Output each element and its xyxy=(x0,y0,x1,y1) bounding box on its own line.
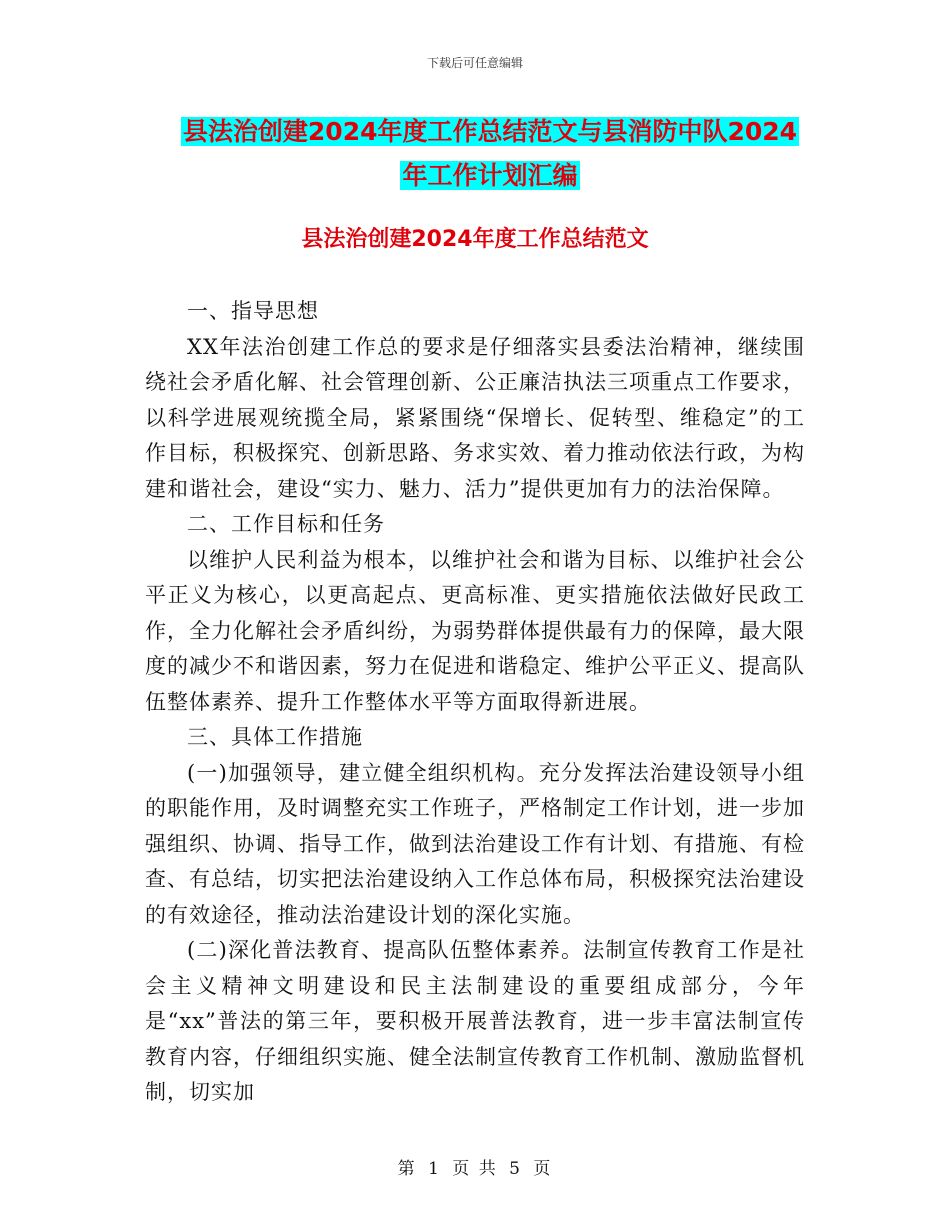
footer-middle: 页 共 xyxy=(452,1159,498,1179)
footer-suffix: 页 xyxy=(533,1159,553,1179)
document-title xyxy=(150,110,830,198)
page-number: 1 xyxy=(428,1159,441,1179)
heading-goals-tasks: 二、工作目标和任务 xyxy=(187,512,385,536)
title-line-1: 县法治创建2024年度工作总结范文与县消防中队2024 xyxy=(182,117,798,146)
title-line-2: 年工作计划汇编 xyxy=(402,161,578,190)
paragraph: XX年法治创建工作总的要求是仔细落实县委法治精神，继续围绕社会矛盾化解、社会管理创新、公正廉洁执法三项重点工作要求，以科学进展观统揽全局，紧紧围绕“保增长、促转型、维稳定”的工作目标，积极探究、创新思路、务求实效、着力推动依法行政，为构建和谐社会，建设“实力、魅力、活力”提供更加有力的法治保障。 xyxy=(145,334,805,501)
paragraph: 以维护人民利益为根本，以维护社会和谐为目标、以维护社会公平正义为核心，以更高起点、更高标准、更实措施依法做好民政工作，全力化解社会矛盾纠纷，为弱势群体提供最有力的保障，最大限度的减少不和谐因素，努力在促进和谐稳定、维护公平正义、提高队伍整体素养、提升工作整体水平等方面取得新进展。 xyxy=(145,547,805,714)
paragraph: (二)深化普法教育、提高队伍整体素养。法制宣传教育工作是社会主义精神文明建设和民主法制建设的重要组成部分，今年是“xx”普法的第三年，要积极开展普法教育，进一步丰富法制宣传教育内容，仔细组织实施、健全法制宣传教育工作机制、激励监督机制，切实加 xyxy=(145,938,805,1104)
page-total: 5 xyxy=(509,1159,522,1179)
footer-prefix: 第 xyxy=(397,1159,417,1179)
page-footer xyxy=(0,1154,950,1179)
document-body xyxy=(145,294,805,1111)
header-note: 下载后可任意编辑 xyxy=(426,56,523,70)
section-title: 县法治创建2024年度工作总结范文 xyxy=(301,227,649,252)
paragraph: (一)加强领导，建立健全组织机构。充分发挥法治建设领导小组的职能作用，及时调整充实工作班子，严格制定工作计划，进一步加强组织、协调、指导工作，做到法治建设工作有计划、有措施、有检查、有总结，切实把法治建设纳入工作总体布局，积极探究法治建设的有效途径，推动法治建设计划的深化实施。 xyxy=(145,760,805,927)
heading-guiding-thought: 一、指导思想 xyxy=(187,299,319,323)
heading-measures: 三、具体工作措施 xyxy=(187,725,363,749)
